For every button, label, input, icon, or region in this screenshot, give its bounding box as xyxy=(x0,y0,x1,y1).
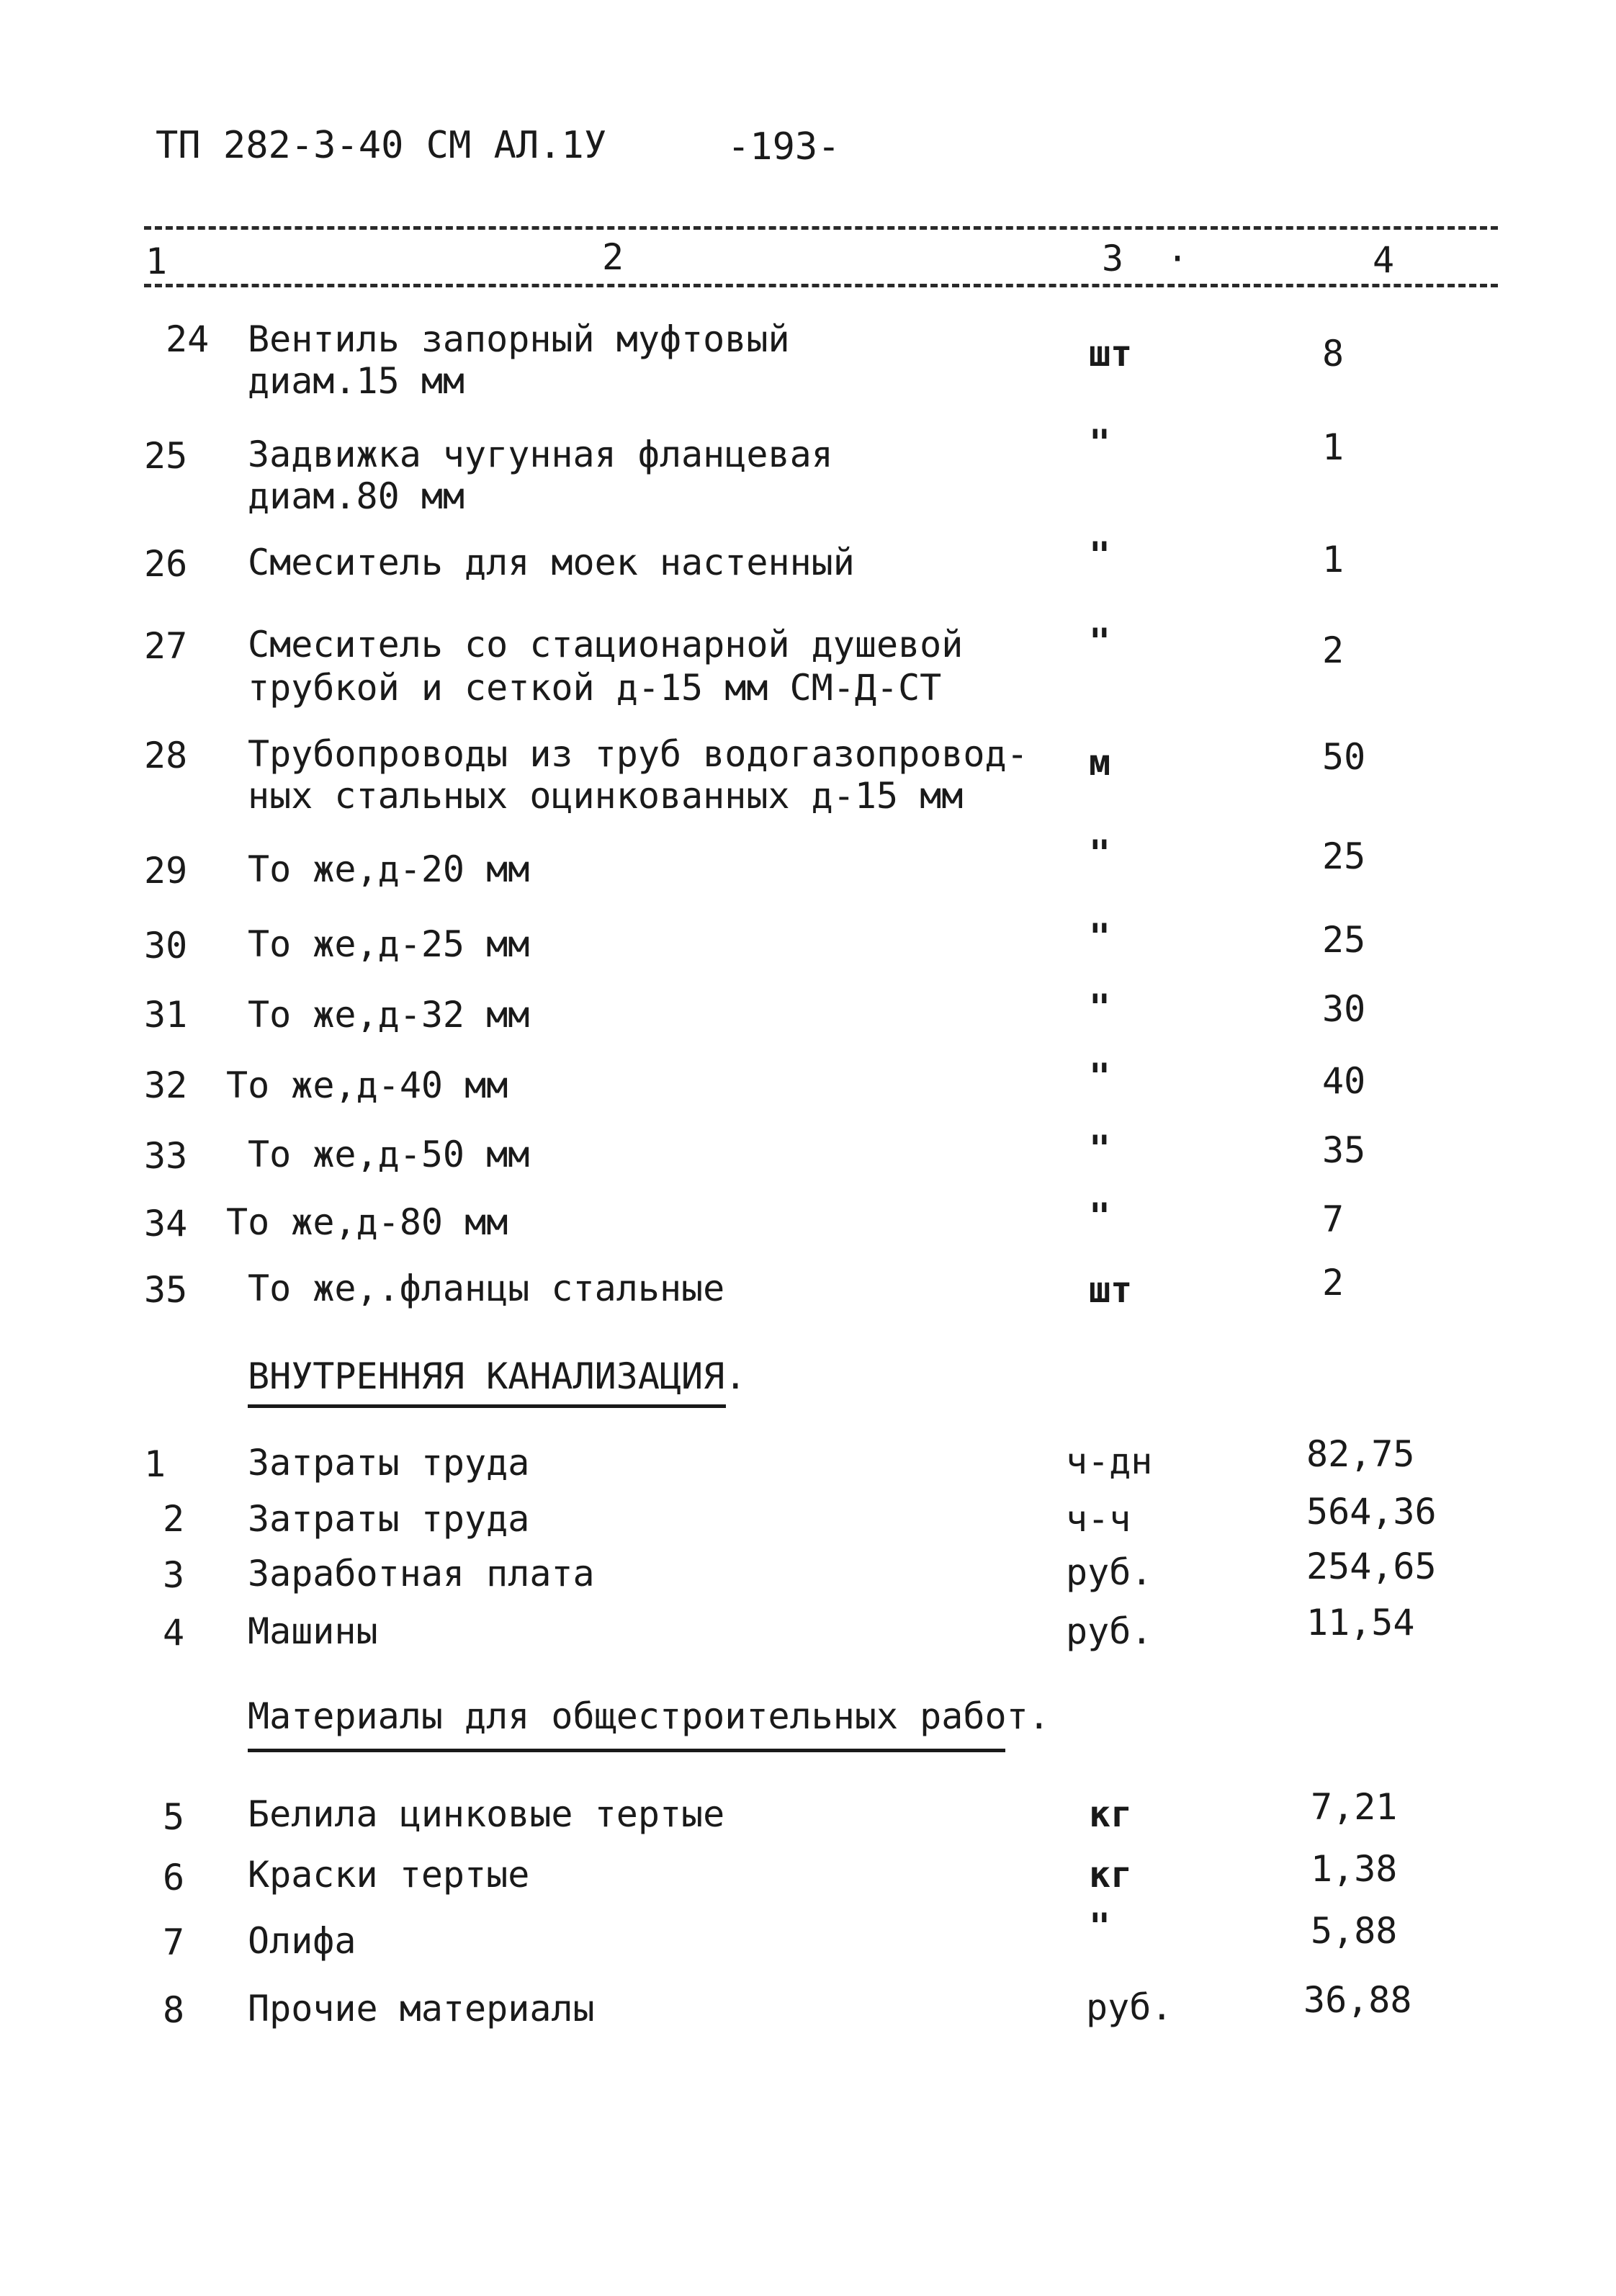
row-number: 27 xyxy=(144,625,188,667)
section-title-underline xyxy=(248,1404,726,1408)
item-name: Затраты труда xyxy=(248,1498,530,1540)
row-number: 2 xyxy=(163,1498,185,1540)
table-top-dashed-rule xyxy=(144,226,1498,230)
item-name: То же,д-80 мм xyxy=(226,1201,508,1243)
item-quantity: 2 xyxy=(1322,629,1345,671)
row-number: 8 xyxy=(163,1989,185,2031)
item-unit: " xyxy=(1089,1056,1111,1098)
row-number: 26 xyxy=(144,543,188,585)
item-quantity: 2 xyxy=(1322,1262,1345,1304)
row-number: 31 xyxy=(144,994,188,1036)
document-code: ТП 282-3-40 СМ АЛ.1У xyxy=(156,124,607,167)
item-quantity: 8 xyxy=(1322,333,1345,375)
item-unit: шт xyxy=(1089,1269,1133,1311)
section-title-sewerage: ВНУТРЕННЯЯ КАНАЛИЗАЦИЯ. xyxy=(248,1355,747,1397)
item-name-continued: трубкой и сеткой д-15 мм СМ-Д-СТ xyxy=(248,667,942,709)
column-header-2: 2 xyxy=(602,236,624,278)
item-unit: руб. xyxy=(1066,1610,1153,1652)
item-quantity: 30 xyxy=(1322,988,1366,1030)
item-name: Задвижка чугунная фланцевая xyxy=(248,434,833,475)
section-title-materials: Материалы для общестроительных работ. xyxy=(248,1695,1050,1737)
item-unit: шт xyxy=(1089,333,1133,375)
item-quantity: 25 xyxy=(1322,835,1366,877)
item-name: То же,.фланцы стальные xyxy=(248,1268,725,1309)
column-header-mark: · xyxy=(1167,238,1189,279)
item-unit: " xyxy=(1089,621,1111,663)
item-unit: ч-дн xyxy=(1066,1440,1153,1482)
item-quantity: 5,88 xyxy=(1311,1910,1398,1952)
column-header-1: 1 xyxy=(145,241,168,282)
item-name: То же,д-40 мм xyxy=(226,1064,508,1106)
item-name: Олифа xyxy=(248,1920,356,1962)
row-number: 24 xyxy=(166,318,210,360)
item-name: Заработная плата xyxy=(248,1553,595,1595)
item-name: То же,д-32 мм xyxy=(248,994,530,1036)
item-quantity: 25 xyxy=(1322,919,1366,961)
item-quantity: 1 xyxy=(1322,539,1345,580)
item-unit: руб. xyxy=(1086,1986,1173,2028)
item-name: Краски тертые xyxy=(248,1854,530,1896)
item-quantity: 1,38 xyxy=(1311,1848,1398,1890)
item-quantity: 11,54 xyxy=(1306,1602,1415,1643)
item-name-continued: диам.80 мм xyxy=(248,475,465,517)
item-quantity: 254,65 xyxy=(1306,1546,1437,1587)
item-unit: кг xyxy=(1089,1793,1133,1835)
page-number: -193- xyxy=(727,125,840,169)
item-unit: " xyxy=(1089,1196,1111,1237)
item-unit: " xyxy=(1089,1906,1111,1947)
row-number: 7 xyxy=(163,1921,185,1963)
row-number: 34 xyxy=(144,1203,188,1245)
item-unit: м xyxy=(1089,742,1111,784)
item-quantity: 7 xyxy=(1322,1198,1345,1240)
row-number: 5 xyxy=(163,1796,185,1838)
row-number: 29 xyxy=(144,850,188,892)
item-unit: " xyxy=(1089,833,1111,874)
item-unit: " xyxy=(1089,534,1111,576)
item-unit: " xyxy=(1089,422,1111,464)
item-name: Белила цинковые тертые xyxy=(248,1793,725,1835)
item-name: Трубопроводы из труб водогазопровод- xyxy=(248,733,1028,775)
item-name: Машины xyxy=(248,1610,378,1652)
row-number: 1 xyxy=(144,1443,166,1485)
item-quantity: 50 xyxy=(1322,736,1366,778)
item-quantity: 1 xyxy=(1322,426,1345,468)
item-quantity: 7,21 xyxy=(1311,1786,1398,1828)
item-unit: " xyxy=(1089,1128,1111,1170)
item-unit: кг xyxy=(1089,1854,1133,1896)
item-name: Смеситель со стационарной душевой xyxy=(248,624,964,665)
item-name: То же,д-25 мм xyxy=(248,923,530,965)
column-header-4: 4 xyxy=(1373,239,1395,281)
item-unit: " xyxy=(1089,916,1111,958)
row-number: 35 xyxy=(144,1269,188,1311)
item-name-continued: диам.15 мм xyxy=(248,360,465,402)
item-name: То же,д-20 мм xyxy=(248,848,530,890)
row-number: 4 xyxy=(163,1612,185,1654)
item-quantity: 82,75 xyxy=(1306,1433,1415,1475)
row-number: 6 xyxy=(163,1857,185,1898)
column-header-3: 3 xyxy=(1102,238,1124,279)
item-name-continued: ных стальных оцинкованных д-15 мм xyxy=(248,775,964,817)
item-unit: " xyxy=(1089,987,1111,1028)
row-number: 33 xyxy=(144,1135,188,1177)
row-number: 30 xyxy=(144,925,188,967)
item-name: Затраты труда xyxy=(248,1442,530,1484)
item-quantity: 35 xyxy=(1322,1129,1366,1171)
item-quantity: 40 xyxy=(1322,1060,1366,1102)
item-name: Вентиль запорный муфтовый xyxy=(248,318,790,360)
row-number: 25 xyxy=(144,435,188,477)
item-unit: ч-ч xyxy=(1066,1498,1131,1540)
row-number: 32 xyxy=(144,1064,188,1106)
row-number: 3 xyxy=(163,1554,185,1596)
item-name: Прочие материалы xyxy=(248,1988,595,2030)
item-name: То же,д-50 мм xyxy=(248,1134,530,1175)
row-number: 28 xyxy=(144,735,188,776)
item-name: Смеситель для моек настенный xyxy=(248,542,855,583)
section-title-underline xyxy=(248,1749,1005,1752)
item-quantity: 36,88 xyxy=(1303,1979,1412,2021)
item-quantity: 564,36 xyxy=(1306,1491,1437,1533)
item-unit: руб. xyxy=(1066,1551,1153,1593)
table-header-dashed-rule xyxy=(144,284,1498,287)
